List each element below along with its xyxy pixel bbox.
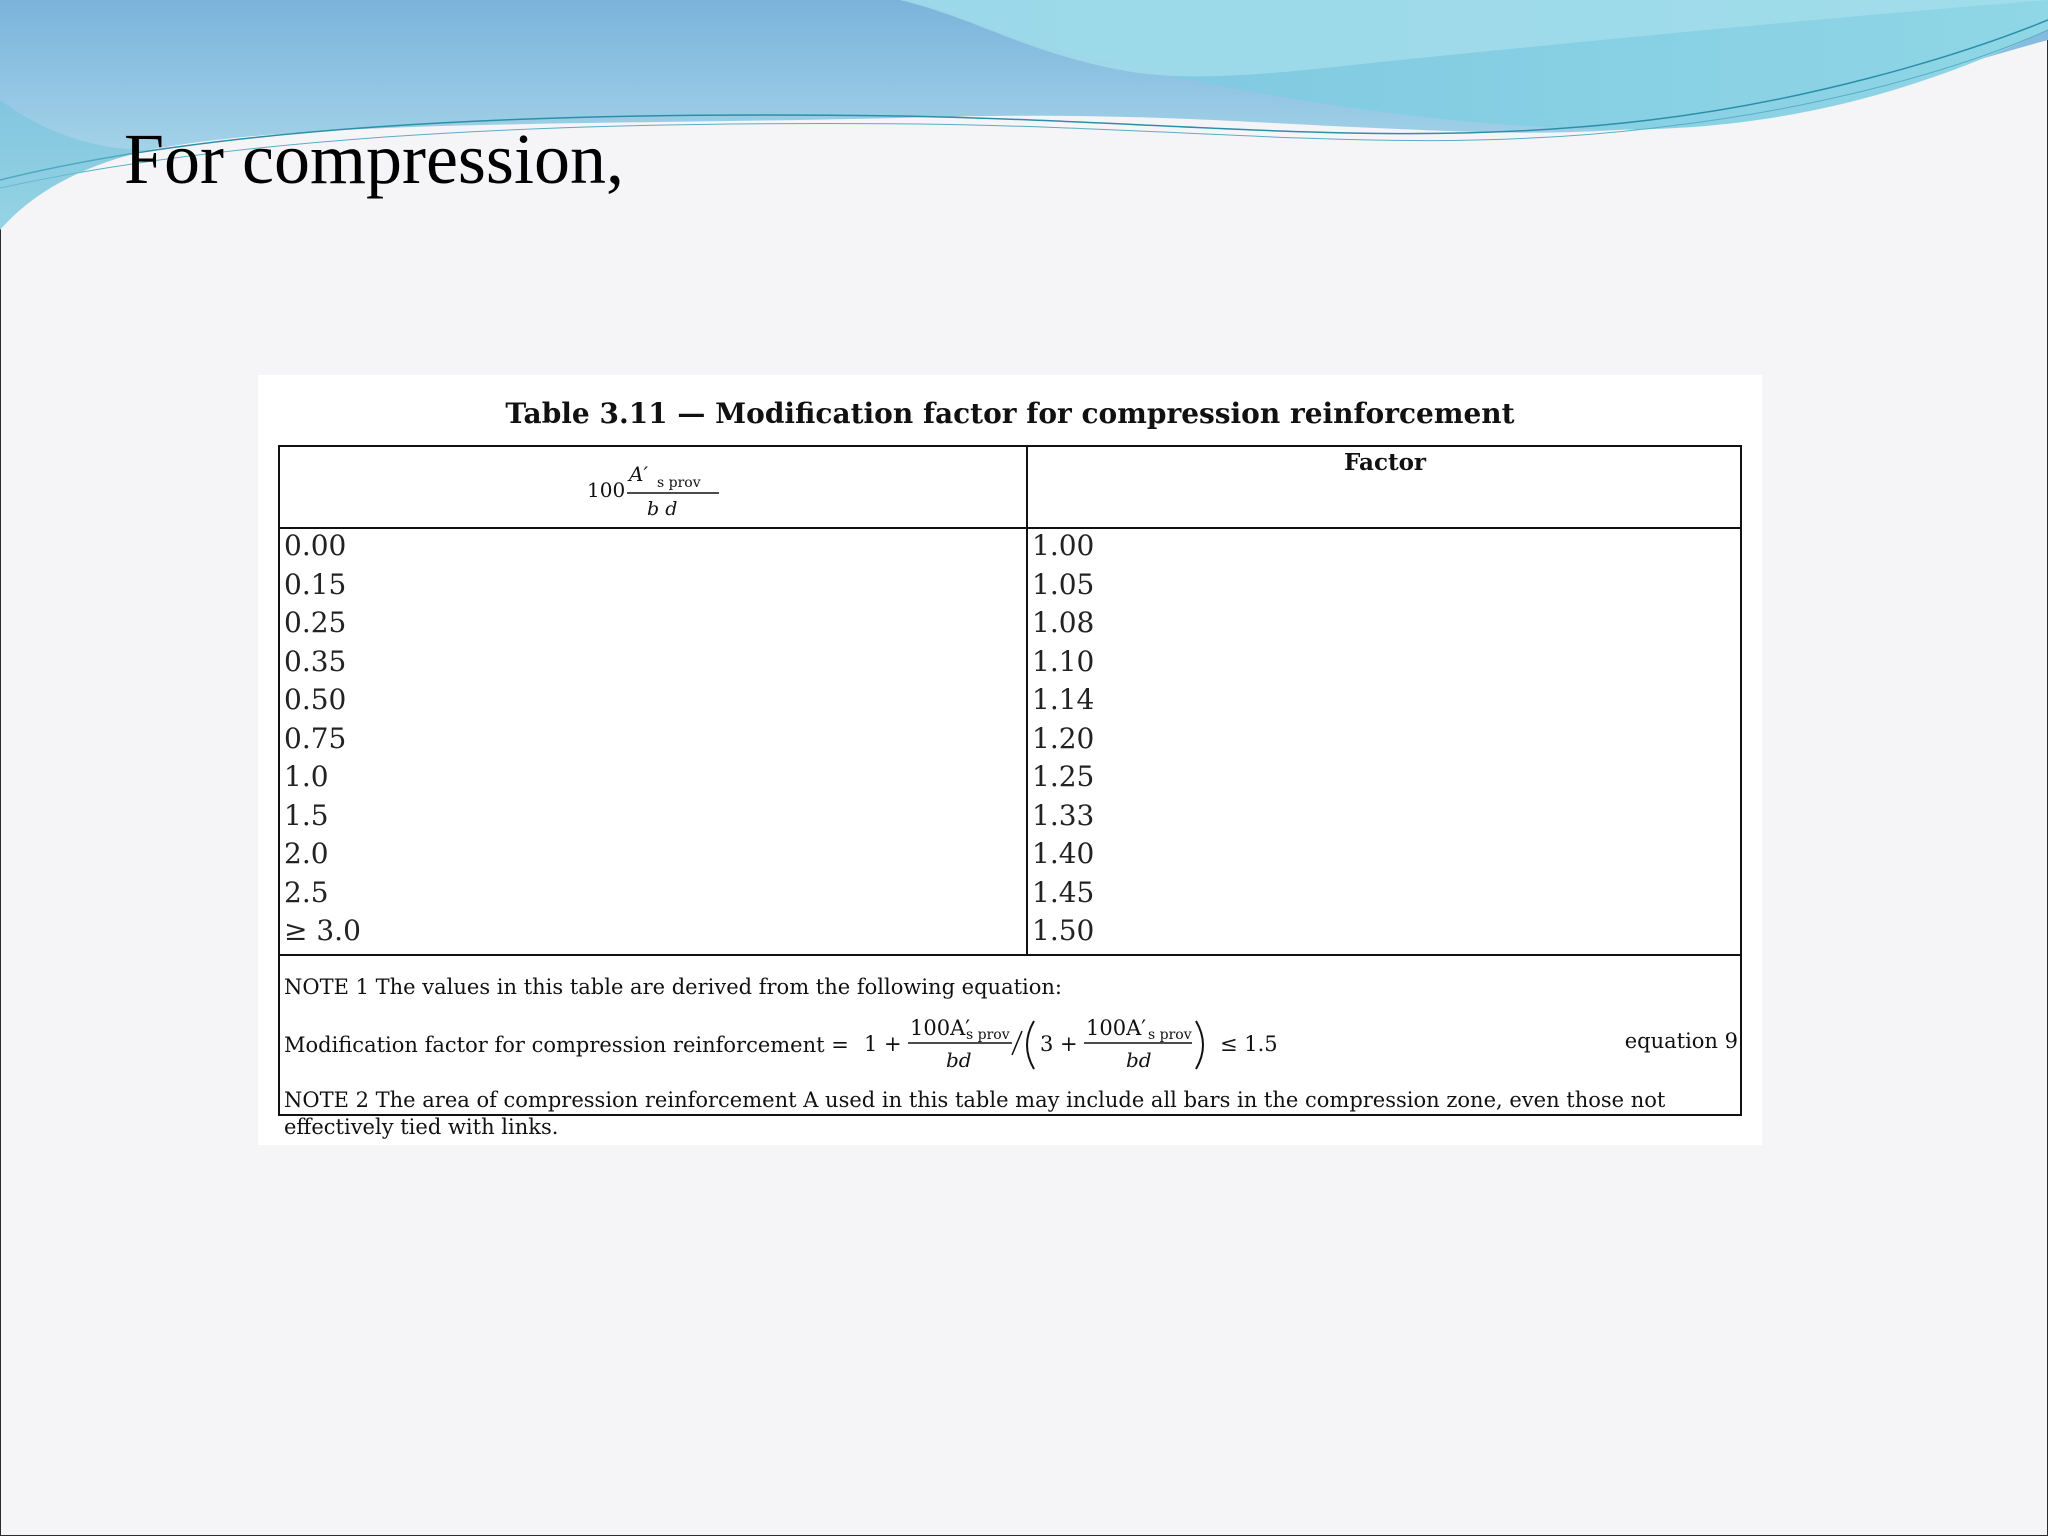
ratio-cell: 1.0 <box>284 760 329 793</box>
factor-column <box>1032 527 1732 951</box>
eq-three-plus: 3 + <box>1040 1032 1078 1056</box>
eq-frac1-numerator: 100A′ <box>910 1016 971 1040</box>
ratio-cell: 1.5 <box>284 798 329 832</box>
factor-cell: 1.10 <box>1032 644 1095 678</box>
eq-frac1-denominator: bd <box>946 1048 972 1072</box>
eq-frac1-subscript: s prov <box>966 1027 1010 1043</box>
factor-cell: 1.00 <box>1032 529 1095 562</box>
note-2: NOTE 2 The area of compression reinforcement A used in this table may include all bars in the compression zone, even those not effectively tied with links. <box>284 1088 1666 1139</box>
factor-cell: 1.08 <box>1032 606 1095 639</box>
equation-row <box>284 1009 1740 1079</box>
note-1: NOTE 1 The values in this table are derived from the following equation: <box>284 975 1062 999</box>
ratio-cell: 0.35 <box>284 644 347 678</box>
factor-cell: 1.50 <box>1032 914 1095 947</box>
equation-formula <box>864 1009 1284 1079</box>
eq-one-plus: 1 + <box>864 1032 902 1056</box>
factor-column-header: Factor <box>1343 449 1427 476</box>
factor-cell: 1.14 <box>1032 683 1095 716</box>
ratio-denominator: b d <box>647 498 678 520</box>
ratio-numerator: A′ <box>629 462 648 486</box>
table-caption: Table 3.11 — Modification factor for compression reinforcement <box>505 397 1515 430</box>
slide-title: For compression, <box>124 119 624 199</box>
notes-divider <box>280 954 1740 956</box>
equation-number: equation 9 <box>1624 1029 1738 1053</box>
ratio-cell: 0.15 <box>284 567 347 601</box>
ratio-cell: ≥ 3.0 <box>284 914 361 947</box>
ratio-cell: 0.00 <box>284 529 347 562</box>
factor-cell: 1.25 <box>1032 760 1095 793</box>
modification-factor-table <box>278 445 1742 1139</box>
ratio-cell: 0.25 <box>284 606 347 639</box>
factor-cell: 1.33 <box>1032 798 1095 832</box>
ratio-column-header <box>585 453 725 523</box>
ratio-numerator-subscript: s prov <box>657 475 701 491</box>
table-figure <box>258 375 1762 1145</box>
ratio-cell: 0.75 <box>284 721 347 755</box>
ratio-cell: 2.5 <box>284 875 329 909</box>
factor-cell: 1.20 <box>1032 721 1095 755</box>
factor-cell: 1.05 <box>1032 567 1095 601</box>
ratio-column <box>284 527 1024 951</box>
eq-frac2-subscript: s prov <box>1148 1027 1192 1043</box>
eq-limit: ≤ 1.5 <box>1220 1032 1278 1056</box>
factor-cell: 1.40 <box>1032 837 1095 870</box>
ratio-cell: 0.50 <box>284 683 347 716</box>
eq-frac2-numerator: 100A′ <box>1086 1016 1147 1040</box>
ratio-coefficient: 100 <box>587 478 626 502</box>
equation-label: Modification factor for compression reinforcement = <box>284 1033 849 1057</box>
eq-frac2-denominator: bd <box>1126 1048 1152 1072</box>
ratio-cell: 2.0 <box>284 837 329 870</box>
column-divider <box>1026 447 1028 954</box>
factor-cell: 1.45 <box>1032 875 1095 909</box>
